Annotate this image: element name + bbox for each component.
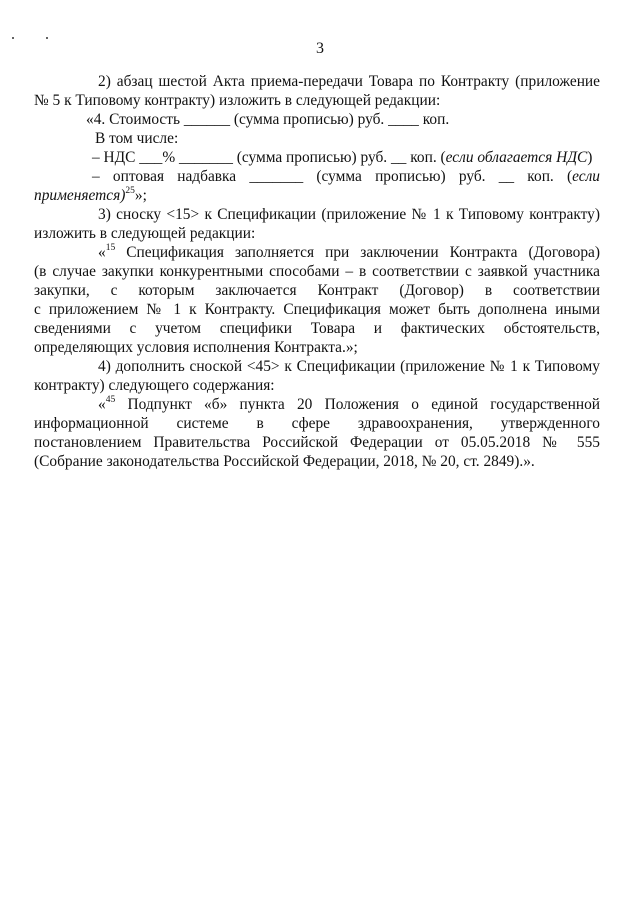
page-number: 3 [316,40,324,57]
document-body [34,72,600,471]
quote-open: « [98,244,106,261]
paragraph-3-line-5: закупки, с которым заключается Контракт (Договор) в соответствии [34,282,600,299]
footnote-ref-45: 45 [105,394,116,405]
paragraph-3-line-3 [86,243,600,262]
scan-artifact [46,37,48,39]
paragraph-3-line-8: определяющих условия исполнения Контракта.»; [34,339,358,356]
paragraph-4-line-5: постановлением Правительства Российской Федерации от 05.05.2018 № 555 [34,434,600,451]
footnote-ref-15: 15 [105,242,116,253]
footnote-ref-25: 25 [125,185,135,196]
paragraph-4-line-4: информационной системе в сфере здравоохранения, утвержденного [34,415,600,432]
paragraph-4-line-6: (Собрание законодательства Российской Федерации, 2018, № 20, ст. 2849).». [34,453,535,470]
markup-text: – оптовая надбавка _______ (сумма прописью) руб. __ коп. ( [92,168,573,185]
paragraph-2-line-5 [86,148,600,167]
vat-text: – НДС ___% _______ (сумма прописью) руб. __ коп. ( [92,149,446,166]
paragraph-3-line-6: с приложением № 1 к Контракту. Спецификация может быть дополнена иными [34,301,600,318]
quote-open: « [98,396,106,413]
paragraph-3-line-4: (в случае закупки конкурентными способами – в соответствии с заявкой участника [34,263,600,280]
markup-condition-cont: применяется) [34,187,126,204]
paragraph-4-line-1: 4) дополнить сноской <45> к Спецификации (приложение № 1 к Типовому [98,358,600,375]
paragraph-2-line-7 [34,186,600,205]
footnote-45-text: Подпункт «б» пункта 20 Положения о единой государственной [115,396,600,413]
vat-condition: если облагается НДС [445,149,588,166]
paragraph-2-line-4: В том числе: [95,130,179,147]
footnote-15-text: Спецификация заполняется при заключении Контракта (Договора) [115,244,600,261]
scan-artifact [12,37,14,39]
paragraph-3-line-2: изложить в следующей редакции: [34,225,256,242]
paragraph-2-line-3: «4. Стоимость ______ (сумма прописью) руб. ____ коп. [86,111,450,128]
paragraph-2-line-6 [86,167,600,186]
markup-condition: если [572,168,600,185]
paragraph-4-line-3 [86,395,600,414]
paragraph-3-line-7: сведениями с учетом специфики Товара и фактических обстоятельств, [34,320,600,337]
paragraph-2-line-1: 2) абзац шестой Акта приема-передачи Товара по Контракту (приложение [98,73,600,90]
paragraph-4-line-2: контракту) следующего содержания: [34,377,275,394]
paragraph-2-line-2: № 5 к Типовому контракту) изложить в следующей редакции: [34,92,441,109]
paragraph-3-line-1: 3) сноску <15> к Спецификации (приложение № 1 к Типовому контракту) [98,206,600,223]
vat-close: ) [587,149,593,166]
quote-close: »; [134,187,147,204]
